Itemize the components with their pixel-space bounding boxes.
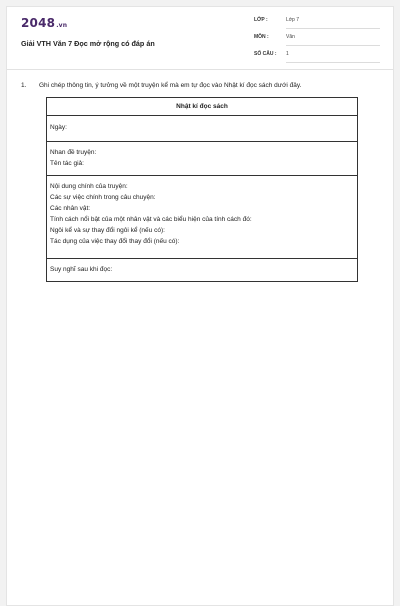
meta-row-question-count	[254, 51, 380, 66]
journal-line: Các sự việc chính trong câu chuyện:	[50, 194, 156, 201]
journal-line: Các nhân vật:	[50, 205, 91, 212]
document-header	[7, 7, 393, 70]
journal-cell-date	[47, 116, 357, 142]
journal-line: Tính cách nổi bật của một nhân vật và các biểu hiện của tính cách đó:	[50, 216, 252, 223]
meta-label-subject: MÔN :	[254, 34, 269, 40]
document-title: Giải VTH Văn 7 Đọc mở rộng có đáp án	[21, 39, 155, 48]
journal-line: Nội dung chính của truyện:	[50, 183, 128, 190]
meta-label-question-count: SỐ CÂU :	[254, 51, 277, 57]
journal-cell-reflection	[47, 259, 357, 281]
question-text: Ghi chép thông tin, ý tưởng về một truyện kể mà em tự đọc vào Nhật kí đọc sách dưới đây.	[39, 82, 302, 89]
meta-row-class	[254, 17, 380, 32]
reading-journal-table	[46, 97, 358, 282]
journal-line: Suy nghĩ sau khi đọc:	[50, 266, 113, 273]
journal-line: Tên tác giả:	[50, 160, 84, 167]
site-logo[interactable]	[21, 16, 67, 30]
meta-value-class: Lớp 7	[286, 17, 380, 29]
document-page	[6, 6, 394, 606]
journal-cell-content	[47, 176, 357, 259]
journal-cell-title-author	[47, 142, 357, 176]
journal-title: Nhật kí đọc sách	[47, 98, 357, 116]
journal-line: Nhan đề truyện:	[50, 149, 97, 156]
journal-line: Ngày:	[50, 124, 67, 131]
journal-line: Tác dụng của việc thay đổi thay đổi (nếu có):	[50, 238, 180, 245]
logo-tld-text: .vn	[56, 22, 68, 29]
document-meta	[254, 17, 380, 68]
meta-value-subject: Văn	[286, 34, 380, 46]
logo-main-text: 2048	[21, 16, 56, 30]
journal-line: Ngôi kể và sự thay đổi ngôi kể (nếu có):	[50, 227, 165, 234]
question-number: 1.	[21, 82, 27, 89]
meta-row-subject	[254, 34, 380, 49]
meta-label-class: LỚP :	[254, 17, 268, 23]
meta-value-question-count: 1	[286, 51, 380, 63]
